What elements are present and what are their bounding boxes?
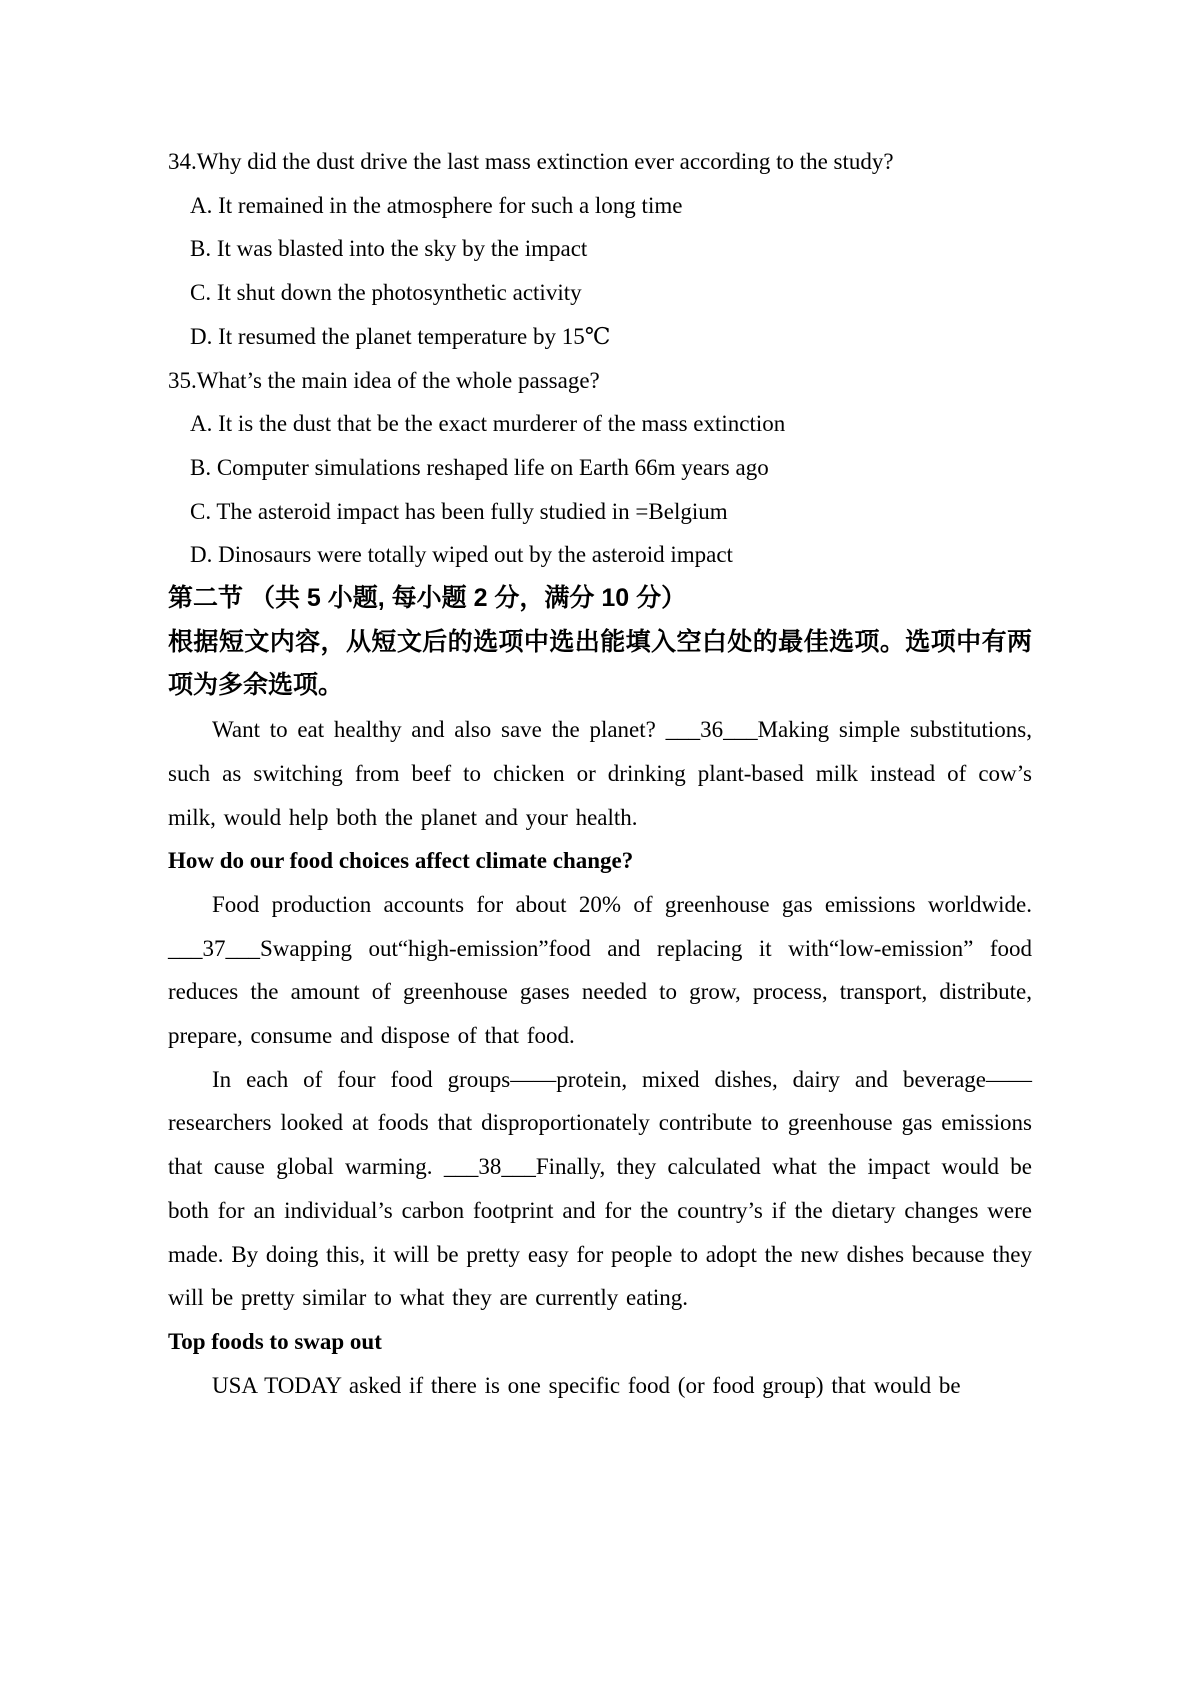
passage-paragraph-3: In each of four food groups——protein, mixed dishes, dairy and beverage——researchers looked at foods that disproportionately contribute to greenhouse gas emissions that cause global warming. ___38___Finally, they calculated what the impact would be both for an individual’s carbon footprint and for the country’s if the dietary changes were made. By doing this, it will be pretty easy for people to adopt the new dishes because they will be pretty similar to what they are currently eating. bbox=[168, 1066, 1032, 1311]
cloze-passage bbox=[168, 708, 1032, 1407]
passage-paragraph-2: Food production accounts for about 20% of greenhouse gas emissions worldwide. ___37___Swapping out“high-emission”food and replacing it with“low-emission” food reduces the amount of greenhouse gases needed to grow, process, transport, distribute, prepare, consume and dispose of that food. bbox=[168, 891, 1032, 1049]
question-35 bbox=[168, 359, 1032, 578]
passage-paragraph-4: USA TODAY asked if there is one specific food (or food group) that would be bbox=[212, 1372, 961, 1398]
question-34-option-d: D. It resumed the planet temperature by 15℃ bbox=[190, 323, 611, 349]
question-34-option-c: C. It shut down the photosynthetic activity bbox=[190, 280, 582, 306]
question-35-stem: 35.What’s the main idea of the whole passage? bbox=[168, 367, 600, 393]
question-34-option-b: B. It was blasted into the sky by the impact bbox=[190, 236, 588, 262]
question-35-option-a: A. It is the dust that be the exact murderer of the mass extinction bbox=[190, 411, 786, 437]
question-35-option-d: D. Dinosaurs were totally wiped out by the asteroid impact bbox=[190, 542, 733, 568]
question-34-option-a: A. It remained in the atmosphere for such a long time bbox=[190, 192, 683, 218]
section-heading: 第二节 （共 5 小题, 每小题 2 分，满分 10 分） bbox=[168, 584, 687, 613]
passage-subheading-1: How do our food choices affect climate change? bbox=[168, 848, 634, 874]
question-34-stem: 34.Why did the dust drive the last mass extinction ever according to the study? bbox=[168, 149, 894, 174]
passage-paragraph-1: Want to eat healthy and also save the planet? ___36___Making simple substitutions, such as switching from beef to chicken or drinking plant-based milk instead of cow’s milk, would help both the planet and your health. bbox=[168, 717, 1032, 830]
question-35-option-c: C. The asteroid impact has been fully studied in =Belgium bbox=[190, 498, 728, 524]
question-34 bbox=[168, 140, 1032, 359]
passage-subheading-2: Top foods to swap out bbox=[168, 1328, 382, 1354]
section-instructions: 根据短文内容，从短文后的选项中选出能填入空白处的最佳选项。选项中有两项为多余选项。 bbox=[168, 627, 1032, 700]
question-35-option-b: B. Computer simulations reshaped life on Earth 66m years ago bbox=[190, 454, 769, 480]
